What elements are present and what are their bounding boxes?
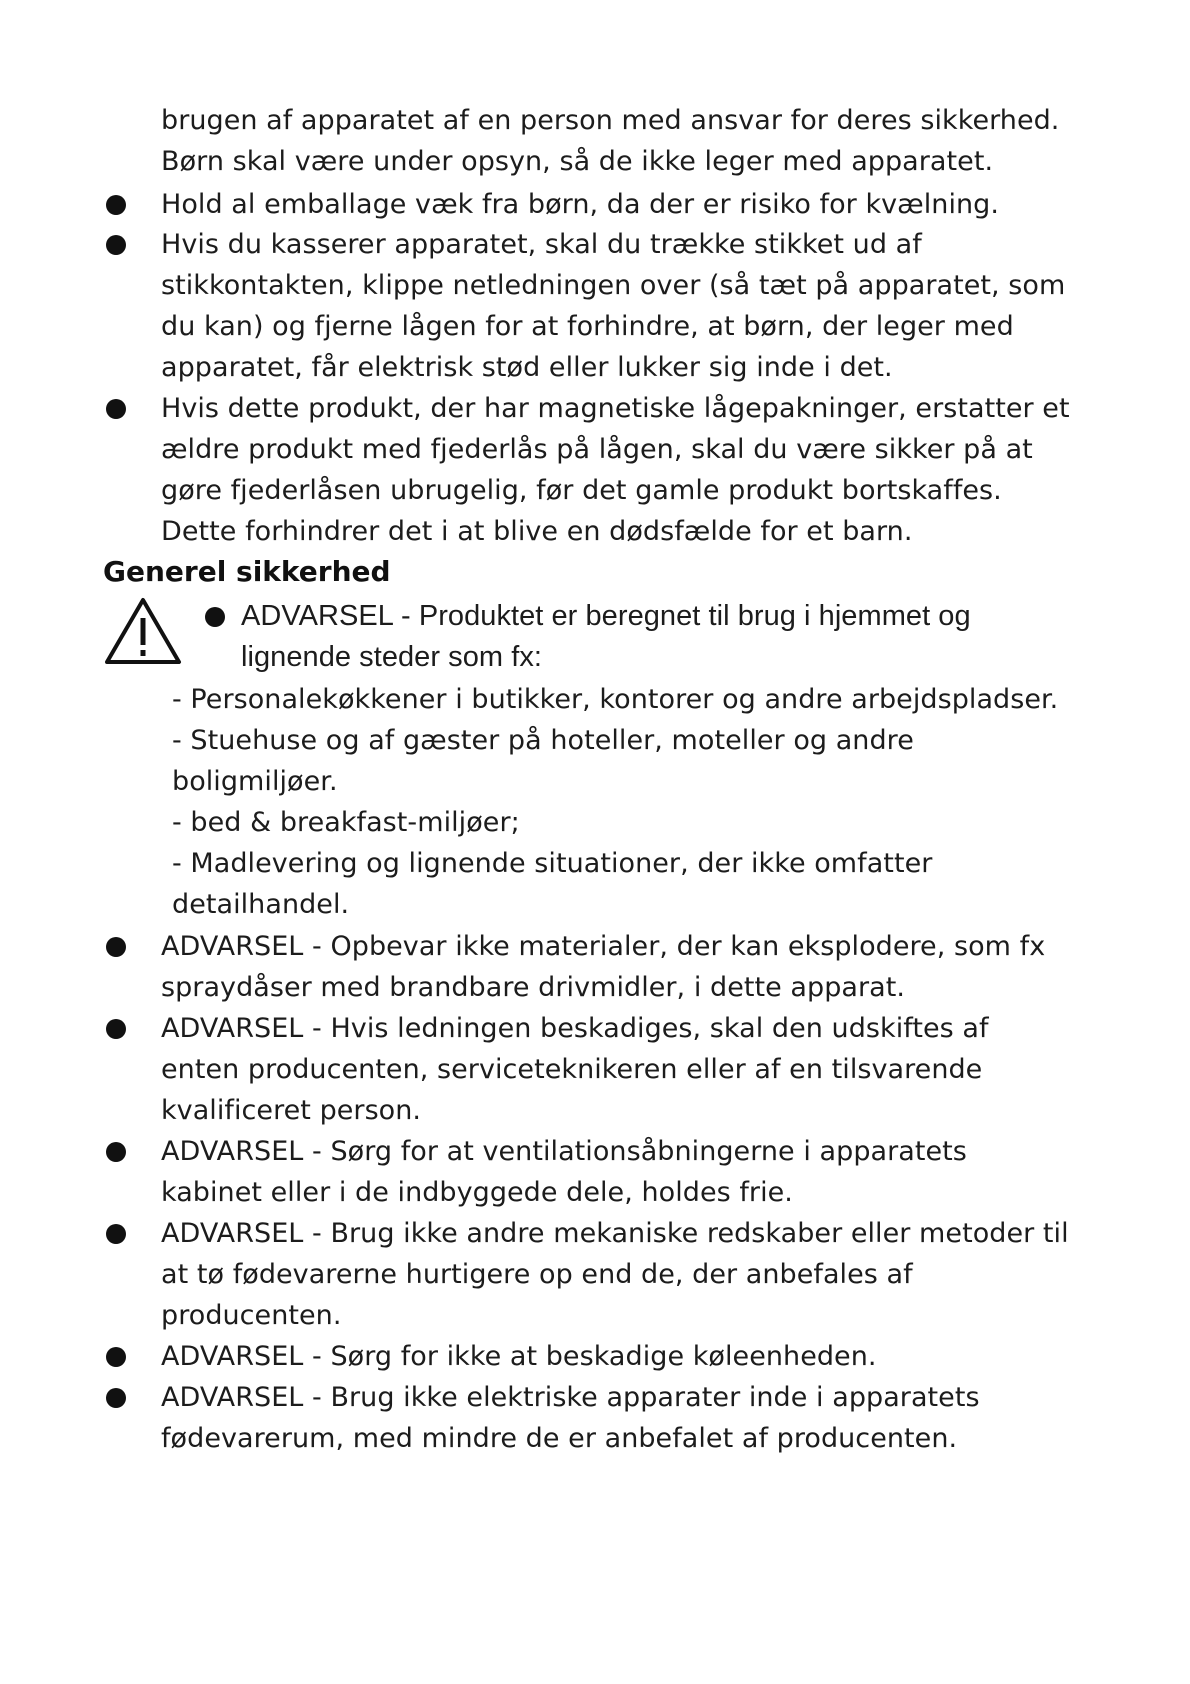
bullet-icon xyxy=(205,607,225,627)
warning-line: ADVARSEL - Produktet er beregnet til brug i hjemmet og xyxy=(241,600,971,632)
bullet-line: Hvis dette produkt, der har magnetiske lågepakninger, erstatter et xyxy=(161,393,1070,424)
bullet-icon xyxy=(106,1224,126,1244)
bullet-line: kvalificeret person. xyxy=(161,1095,422,1126)
bullet-line: Dette forhindrer det i at blive en dødsfælde for et barn. xyxy=(161,516,913,547)
usage-line: - Madlevering og lignende situationer, der ikke omfatter xyxy=(172,848,933,879)
bullet-line: Hold al emballage væk fra børn, da der er risiko for kvælning. xyxy=(161,189,999,220)
bullet-line: ADVARSEL - Sørg for at ventilationsåbningerne i apparatets xyxy=(161,1136,967,1167)
usage-line: boligmiljøer. xyxy=(172,766,338,797)
usage-line: - bed & breakfast-miljøer; xyxy=(172,807,520,838)
usage-line: - Stuehuse og af gæster på hoteller, moteller og andre xyxy=(172,725,914,756)
bullet-line: apparatet, får elektrisk stød eller lukker sig inde i det. xyxy=(161,352,893,383)
bullet-line: du kan) og fjerne lågen for at forhindre, at børn, der leger med xyxy=(161,311,1014,342)
bullet-icon xyxy=(106,1019,126,1039)
bullet-icon xyxy=(106,1347,126,1367)
bullet-line: kabinet eller i de indbyggede dele, holdes frie. xyxy=(161,1177,793,1208)
bullet-icon xyxy=(106,399,126,419)
bullet-line: ADVARSEL - Sørg for ikke at beskadige køleenheden. xyxy=(161,1341,877,1372)
bullet-line: producenten. xyxy=(161,1300,342,1331)
usage-line: - Personalekøkkener i butikker, kontorer og andre arbejdspladser. xyxy=(172,684,1059,715)
warning-line: lignende steder som fx: xyxy=(241,641,542,673)
bullet-icon xyxy=(106,195,126,215)
warning-triangle-icon xyxy=(103,596,183,666)
bullet-line: ADVARSEL - Brug ikke andre mekaniske redskaber eller metoder til xyxy=(161,1218,1069,1249)
bullet-icon xyxy=(106,1388,126,1408)
section-heading: Generel sikkerhed xyxy=(103,555,391,588)
bullet-line: ældre produkt med fjederlås på lågen, skal du være sikker på at xyxy=(161,434,1033,465)
bullet-line: ADVARSEL - Opbevar ikke materialer, der kan eksplodere, som fx xyxy=(161,931,1046,962)
usage-line: detailhandel. xyxy=(172,889,350,920)
bullet-line: fødevarerum, med mindre de er anbefalet af producenten. xyxy=(161,1423,958,1454)
bullet-line: Hvis du kasserer apparatet, skal du trække stikket ud af xyxy=(161,229,922,260)
bullet-line: stikkontakten, klippe netledningen over (så tæt på apparatet, som xyxy=(161,270,1066,301)
bullet-line: gøre fjederlåsen ubrugelig, før det gamle produkt bortskaffes. xyxy=(161,475,1002,506)
intro-line: Børn skal være under opsyn, så de ikke leger med apparatet. xyxy=(161,146,994,177)
bullet-icon xyxy=(106,937,126,957)
bullet-line: at tø fødevarerne hurtigere op end de, der anbefales af xyxy=(161,1259,913,1290)
bullet-line: enten producenten, serviceteknikeren eller af en tilsvarende xyxy=(161,1054,983,1085)
intro-line: brugen af apparatet af en person med ansvar for deres sikkerhed. xyxy=(161,105,1060,136)
bullet-line: ADVARSEL - Hvis ledningen beskadiges, skal den udskiftes af xyxy=(161,1013,989,1044)
bullet-line: ADVARSEL - Brug ikke elektriske apparater inde i apparatets xyxy=(161,1382,980,1413)
bullet-icon xyxy=(106,1142,126,1162)
bullet-line: spraydåser med brandbare drivmidler, i dette apparat. xyxy=(161,972,906,1003)
bullet-icon xyxy=(106,235,126,255)
